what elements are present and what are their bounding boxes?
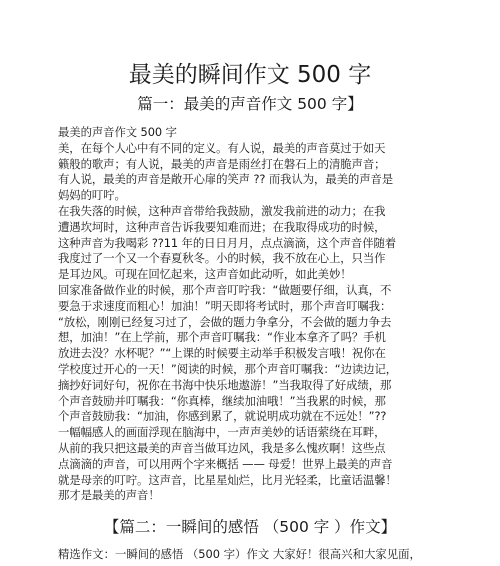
body-line: 妈妈的叮咛。 — [58, 188, 126, 203]
section-two-heading: 【篇二：一瞬间的感悟 （500 字 ）作文】 — [103, 518, 397, 536]
body-line: 一幅幅感人的画面浮现在脑海中，一声声美妙的话语萦绕在耳畔， — [58, 425, 386, 440]
body-line: 从前的我只把这最美的声音当做耳边风，我是多么愧疚啊！这些点 — [58, 440, 386, 455]
body-line: 要急于求速度而粗心！加油！”明天即将考试时，那个声音叮嘱我： — [58, 298, 392, 313]
body-line: 是耳边风。可现在回忆起来，这声音如此动听，如此美妙！ — [58, 267, 352, 282]
section-two-first-line: 精选作文：一瞬间的感悟 （500 字）作文 大家好！很高兴和大家见面， — [58, 547, 421, 561]
body-line: 摘抄好词好句，祝你在书海中快乐地遨游！”当我取得了好成绩，那 — [58, 377, 392, 392]
body-line: 我度过了一个又一个春夏秋冬。小的时候，我不放在心上，只当作 — [58, 251, 386, 266]
body-line: 就是母亲的叮咛。这声音，比星星灿烂，比月光轻柔，比童话温馨！ — [58, 472, 397, 487]
body-line: 个声音鼓励并叮嘱我：“你真棒，继续加油哦！”当我累的时候，那 — [58, 393, 386, 408]
body-line: 在我失落的时候，这种声音带给我鼓励，激发我前进的动力；在我 — [58, 203, 386, 218]
body-line: “放松，刚刚已经复习过了，会做的题力争拿分，不会做的题力争去 — [58, 314, 392, 329]
body-line: 那才是最美的声音！ — [58, 488, 160, 503]
section-one-title: 篇一：最美的声音作文 500 字】 — [137, 95, 363, 113]
body-line: 遭遇坎坷时，这种声音告诉我要知难而进；在我取得成功的时候， — [58, 219, 386, 234]
body-line: 放进去没？水杯呢？”“上课的时候要主动举手积极发言哦！祝你在 — [58, 346, 386, 361]
body-line: 最美的声音作文 500 字 — [58, 125, 177, 139]
body-line: 点滴滴的声音，可以用两个字来概括 —— 母爱！世界上最美的声音 — [58, 456, 393, 471]
body-line: 美，在每个人心中有不同的定义。有人说，最美的声音莫过于如天 — [58, 140, 386, 155]
document-title: 最美的瞬间作文 500 字 — [128, 62, 372, 88]
body-line: 有人说，最美的声音是敞开心扉的笑声 ?? 而我认为，最美的声音是 — [58, 172, 394, 187]
body-line: 回家准备做作业的时候，那个声音叮咛我：“做题要仔细，认真，不 — [58, 282, 392, 297]
body-line: 学校度过开心的一天！”阅读的时候，那个声音叮嘱我：“边读边记， — [58, 361, 398, 376]
body-line: 想，加油！”在上学前，那个声音叮嘱我：“作业本拿齐了吗？手机 — [58, 330, 386, 345]
body-line: 籁般的歌声；有人说，最美的声音是雨丝打在磐石上的清脆声音； — [58, 156, 386, 171]
body-line: 这种声音为我喝彩 ??11 年的日日月月，点点滴滴，这个声音伴随着 — [58, 235, 397, 250]
essay-body — [58, 125, 478, 504]
body-line: 个声音鼓励我：“加油，你感到累了，就说明成功就在不远处！”?? — [58, 409, 387, 424]
